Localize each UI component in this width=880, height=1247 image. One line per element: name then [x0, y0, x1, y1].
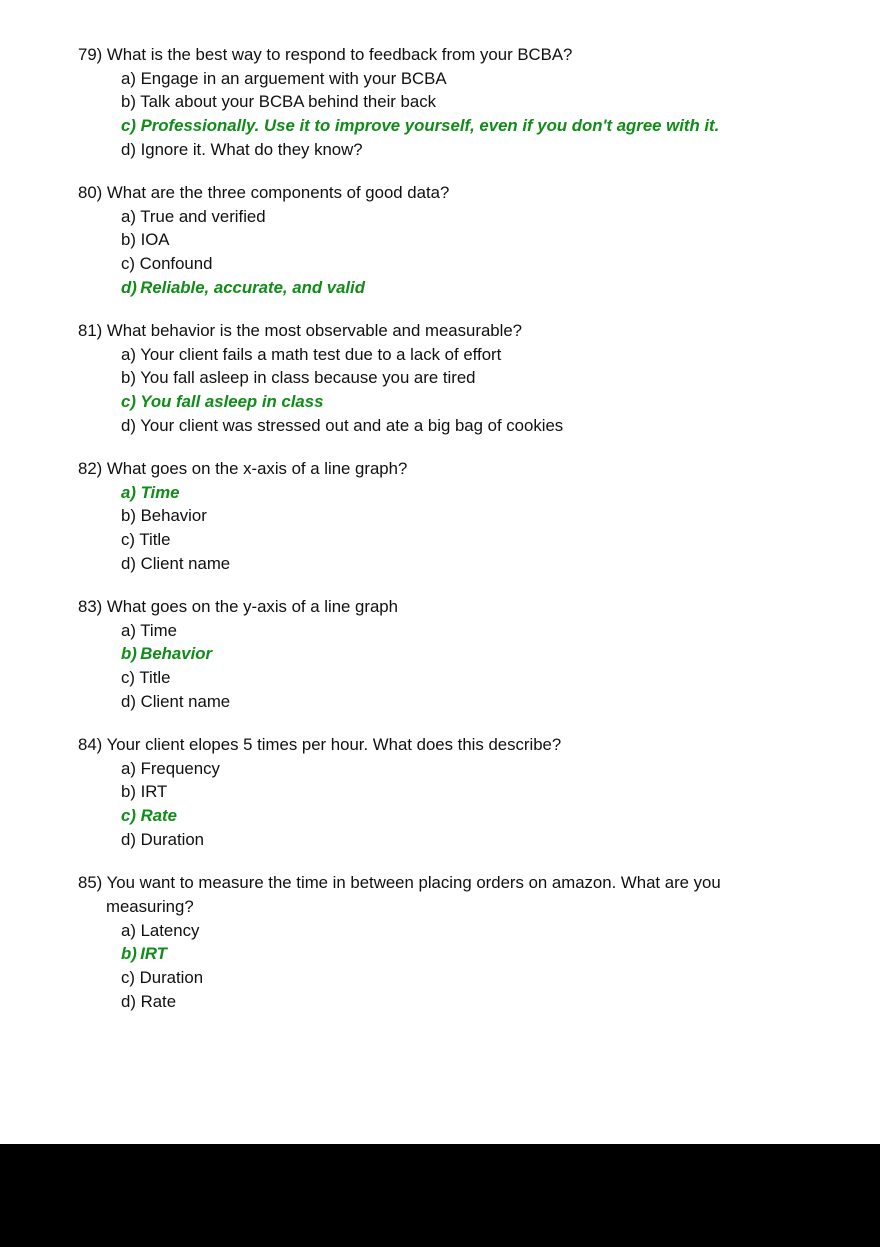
- question-text: 81) What behavior is the most observable and measurable?: [78, 321, 523, 341]
- answer-option: b) Behavior: [121, 506, 207, 526]
- options-list: [78, 919, 880, 1014]
- answer-option: a) Latency: [121, 920, 200, 940]
- answer-option: d) Duration: [121, 829, 205, 849]
- options-list: [78, 619, 880, 714]
- answer-option-correct: c) You fall asleep in class: [121, 392, 324, 412]
- answer-option-correct: c) Rate: [121, 806, 177, 826]
- answer-option: d) Rate: [121, 991, 177, 1011]
- answer-option-correct: b) IRT: [121, 944, 167, 964]
- answer-option: d) Your client was stressed out and ate a big bag of cookies: [121, 415, 564, 435]
- answer-option-correct: a) Time: [121, 482, 180, 502]
- answer-option: c) Title: [121, 530, 171, 550]
- question-block: [78, 871, 880, 1013]
- answer-option: b) IRT: [121, 782, 168, 802]
- options-list: [78, 205, 880, 300]
- options-list: [78, 757, 880, 852]
- question-block: [78, 457, 880, 576]
- answer-option: c) Duration: [121, 967, 204, 987]
- answer-option: a) True and verified: [121, 206, 266, 226]
- answer-option: a) Your client fails a math test due to a lack of effort: [121, 344, 502, 364]
- question-block: [78, 595, 880, 714]
- bottom-black-band: [0, 1144, 880, 1247]
- answer-option: a) Frequency: [121, 758, 220, 778]
- answer-option: a) Engage in an arguement with your BCBA: [121, 68, 447, 88]
- answer-option-correct: c) Professionally. Use it to improve yourself, even if you don't agree with it.: [121, 116, 720, 136]
- question-text: 80) What are the three components of good data?: [78, 183, 450, 203]
- question-block: [78, 43, 880, 162]
- question-text: 83) What goes on the y-axis of a line graph: [78, 597, 398, 617]
- answer-option: b) Talk about your BCBA behind their back: [121, 92, 436, 112]
- answer-option: a) Time: [121, 620, 177, 640]
- answer-option: d) Ignore it. What do they know?: [121, 139, 363, 159]
- answer-option: c) Confound: [121, 254, 213, 274]
- answer-option-correct: b) Behavior: [121, 644, 213, 664]
- question-text: 82) What goes on the x-axis of a line graph?: [78, 459, 408, 479]
- questions-list: [78, 43, 880, 1013]
- answer-option: d) Client name: [121, 691, 231, 711]
- answer-option: c) Title: [121, 668, 171, 688]
- answer-option: b) You fall asleep in class because you are tired: [121, 368, 476, 388]
- answer-option-correct: d) Reliable, accurate, and valid: [121, 277, 365, 297]
- options-list: [78, 343, 880, 438]
- question-block: [78, 181, 880, 300]
- options-list: [78, 67, 880, 162]
- answer-option: d) Client name: [121, 553, 231, 573]
- options-list: [78, 481, 880, 576]
- question-text: 79) What is the best way to respond to feedback from your BCBA?: [78, 45, 573, 64]
- question-text: 85) You want to measure the time in between placing orders on amazon. What are you measuring?: [78, 873, 721, 916]
- question-block: [78, 319, 880, 438]
- question-text: 84) Your client elopes 5 times per hour. What does this describe?: [78, 735, 562, 755]
- answer-option: b) IOA: [121, 230, 170, 250]
- question-block: [78, 733, 880, 852]
